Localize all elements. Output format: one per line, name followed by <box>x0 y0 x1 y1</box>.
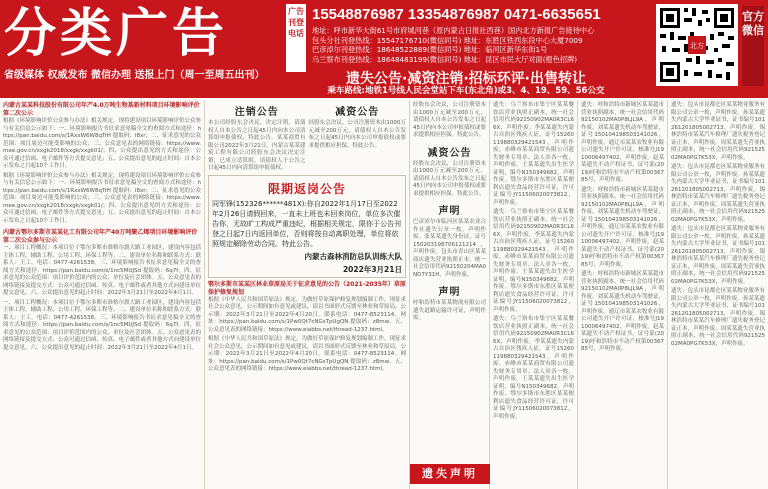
return-notice-date: 2022年3月21日 <box>342 264 402 274</box>
official-wechat-label: 官方微信 <box>742 6 764 86</box>
page-title: 分类广告 <box>4 3 229 64</box>
hotline-label: 广告刊登电话 <box>286 4 306 72</box>
notice-text: 根据《环境影响评价公众参与办法》相关规定，现将建设项目环境影响评价公众参与有关信息公示如下：一、环境影响报告书征求意见稿全文的查阅方式和途径：https://pan.baidu.com/s/1RxxW6W8qTrH 提取码：l8xr；二、征求意见的公众范围：项目周边可能受影响的公众；三、公众意见表的网络链接：https://www.mee.gov.cn/xxgk2018/xxgk/xxgk01/；四、公众提出意见的方式和途径：公众可通过信函、电子邮件等方式提交意见；五、公众提出意见的起止时间：自本公示发布之日起10个工作日。 <box>3 118 202 169</box>
return-notice-body: 同军锋(152326******481X):你自2022年1月17日至2022年2月26日请假回来，一直未上班也未回来岗位，单位多次催告你，无故旷工构成严重违纪，根据相关规定，限你于公告刊登之日起7日内返回单位，否则将按自动离职处理，单位将依照规定解除劳动合同。特此公告。 <box>212 199 401 248</box>
ad-body <box>0 100 768 489</box>
notice-text: 遗失：乌兰察布市集宁区某某餐饮店营业执照正副本，统一社会信用代码92150902MA0R3CL66X，声明作废。李某某遗失内蒙古自治区残疾人证，证号15260119880329421543，声明作废。赤峰市某某商贸有限公司遗失财务专用章、法人章各一枚，声明作废。王某某遗失出生医学证明，编号N150349682，声明作废。鄂尔多斯市东胜区某某便利店遗失食品经营许可证，许可证编号JY11506020073812，声明作废。 <box>493 102 574 206</box>
qr-code-icon[interactable] <box>656 4 738 86</box>
notice-title: 减资公告 <box>427 147 472 159</box>
notice-text: 根据《中华人民共和国草原法》规定，为做好草原保护修复规划编制工作，现征求社会公众意见，公示期间如有意见或建议，请以书面形式反馈至林业和草原局。公示期：2022年3月21日至2022年4月20日。联系电话：0477-8523114。网址：https://pan.baidu.com/s/1Pw0Qt7cNGsTpUgQN 提取码：z8mw。五、公众意见表的网络链接：https://www.eiabbs.net/thread-1237.html。 <box>208 296 407 333</box>
column-5 <box>578 100 668 489</box>
notice-text: 呼和浩特市某某物流有限公司遗失道路运输许可证，声明作废。 <box>413 300 486 321</box>
notice-title: 减资公告 <box>335 107 380 118</box>
notice-text: 经股东会决议，公司注册资本由1000万元减至200万元，请债权人自本公告发布之日起45日内向本公司申报债权或要求提供相应担保。特此公告。 <box>308 120 406 149</box>
address-line: 巴彦淖尔刊登热线：18648522889(微信同号) 地址：临河区新华东街1号 <box>312 45 548 54</box>
notice-title: 注销公告 <box>234 107 279 118</box>
notice-heading: 内蒙古鄂尔多斯市某某化工有限公司年产40万吨聚乙烯项目环境影响评价第二次公众参与公示 <box>3 229 198 244</box>
return-notice-title: 限期返岗公告 <box>267 181 346 196</box>
notice-title: 声明 <box>438 206 461 217</box>
notice-text: 经股东会决议，公司注册资本由1000万元减至200万元，请债权人自本公告发布之日起45日内向本公司申报债权或要求提供相应担保。特此公告。 <box>413 160 486 197</box>
notice-text: 遗失：包头市昆都仑区某某物业服务有限公司公章一枚，声明作废。孙某某遗失内蒙古大学毕业证书，证书编号101261201805002713，声明作废。锡林浩特市某某汽车修理厂遗失税务登记证正本，声明作废。周某某遗失营业执照正副本，统一社会信用代码92152502MA0PG7K53X，声明作废。 <box>671 102 765 161</box>
notice-text: 遗失：呼和浩特市新城区某某超市营业执照副本，统一社会信用代码92150102MA0P8LJL9A，声明作废。刘某某遗失机动车驾驶证，证号150104198503141026，声明作废。通辽市某某农牧业有限公司遗失开户许可证，核准号J1910006497402，声明作废。赵某某遗失不动产权证书，证号蒙(2019)呼和浩特市不动产权第0036785号，声明作废。 <box>581 271 664 352</box>
notice-text: 遗失：包头市昆都仑区某某物业服务有限公司公章一枚，声明作废。孙某某遗失内蒙古大学毕业证书，证书编号101261201805002713，声明作废。锡林浩特市某某汽车修理厂遗失税务登记证正本，声明作废。周某某遗失营业执照正副本，统一社会信用代码92152502MA0PG7K53X，声明作废。 <box>671 226 765 285</box>
address-line: 地址：呼市新华大街61号市府城河巷（原内蒙古日报社西巷）国内北方新报广告接待中心 <box>312 26 595 35</box>
notice-text: 遗失：包头市昆都仑区某某物业服务有限公司公章一枚，声明作废。孙某某遗失内蒙古大学毕业证书，证书编号101261201805002713，声明作废。锡林浩特市某某汽车修理厂遗失税务登记证正本，声明作废。周某某遗失营业执照正副本，统一社会信用代码92152502MA0PG7K53X，声明作废。 <box>671 288 765 347</box>
notice-heading: 内蒙古某某科技股份有限公司年产4.0万吨生物基新材料项目环境影响评价第二次公示 <box>3 102 200 117</box>
notice-text: 一、项目工程概况：本项目位于鄂尔多斯市准格尔旗大路工业园区，建设内容包括主体工程、辅助工程、公用工程、环保工程等。二、建设单位名称和联系方式：联系人：王工，电话：0477-4261538。三、环境影响报告书征求意见稿全文的查阅方式和途径：https://pan.baidu.com/s/1nc5MUJSd 提取码：6q7f。四、征求意见的公众范围：项目评价范围内的公众、单位及社会团体。五、公众意见表的网络链接及提交方式：公众可通过信函、传真、电子邮件或者其他方式向建设单位提交意见。六、公众提出意见的起止时间：2022年3月21日至2022年4月1日。 <box>3 299 202 351</box>
ad-header <box>0 0 768 98</box>
category-banner: 遗失公告·减资注销·招标环评·出售转让 <box>346 71 586 87</box>
slogan: 省级媒体 权威发布 微信办理 送报上门（周一至周五出刊） <box>4 70 265 81</box>
svg-text:北方: 北方 <box>690 42 704 50</box>
notice-title: 声明 <box>438 287 461 298</box>
column-2 <box>205 100 410 489</box>
column-6 <box>668 100 768 489</box>
bus-route: 乘车路线:地铁1号线人民会堂站下车(东北角)或3、4、19、59、56公交 <box>327 86 605 96</box>
address-line: 乌兰察布刊登热线：18648483199(微信同号) 地址：昆区市民大厅对面(橙色招牌) <box>312 54 578 64</box>
notice-text: 遗失：呼和浩特市新城区某某超市营业执照副本，统一社会信用代码92150102MA0P8LJL9A，声明作废。刘某某遗失机动车驾驶证，证号150104198503141026，声明作废。通辽市某某农牧业有限公司遗失开户许可证，核准号J1910006497402，声明作废。赵某某遗失不动产权证书，证号蒙(2019)呼和浩特市不动产权第0036785号，声明作废。 <box>581 186 664 268</box>
lost-statement-band: 遗失声明 <box>410 464 490 484</box>
column-3 <box>410 100 490 489</box>
notice-text: 根据《环境影响评价公众参与办法》相关规定，现将建设项目环境影响评价公众参与有关信息公示如下：一、环境影响报告书征求意见稿全文的查阅方式和途径：https://pan.baidu.com/s/1RxxW6W8qTrH 提取码：l8xr；二、征求意见的公众范围：项目周边可能受影响的公众；三、公众意见表的网络链接：https://www.mee.gov.cn/xxgk2018/xxgk/xxgk01/；四、公众提出意见的方式和途径：公众可通过信函、电子邮件等方式提交意见；五、公众提出意见的起止时间：自本公示发布之日起10个工作日。 <box>3 172 202 224</box>
notice-text: 本公司经股东会决议，决定注销，请债权人自本公告之日起45日内向本公司清算组申报债权，特此公告。某某商贸有限公司2022年3月21日。内蒙古某某建筑工程有限公司经股东会决议决定注销，已成立清算组，请债权人于公告之日起45日内向清算组申报债权。 <box>208 120 306 171</box>
notice-box <box>309 102 407 173</box>
notice-text: 一、项目工程概况：本项目位于鄂尔多斯市准格尔旗大路工业园区，建设内容包括主体工程、辅助工程、公用工程、环保工程等。二、建设单位名称和联系方式：联系人：王工，电话：0477-4261538。三、环境影响报告书征求意见稿全文的查阅方式和途径：https://pan.baidu.com/s/1nc5MUJSd 提取码：6q7f。四、征求意见的公众范围：项目评价范围内的公众、单位及社会团体。五、公众意见表的网络链接及提交方式：公众可通过信函、传真、电子邮件或者其他方式向建设单位提交意见。六、公众提出意见的起止时间：2022年3月21日至2022年4月1日。 <box>3 245 202 296</box>
notice-text: 巴彦淖尔市临河区某某农业合作社遗失公章一枚，声明作废。张某某遗失身份证，证号150203198706121214，声明作废。包头市青山区某某商店遗失营业执照正本，统一社会信用代码92150204MA0ND7Y31H，声明作废。 <box>413 219 487 278</box>
column-4 <box>490 100 578 489</box>
notice-text: 遗失：呼和浩特市新城区某某超市营业执照副本，统一社会信用代码92150102MA0P8LJL9A，声明作废。刘某某遗失机动车驾驶证，证号150104198503141026，声明作废。通辽市某某农牧业有限公司遗失开户许可证，核准号J1910006497402，声明作废。赵某某遗失不动产权证书，证号蒙(2019)呼和浩特市不动产权第0036785号，声明作废。 <box>581 102 664 183</box>
return-notice-box <box>208 175 406 278</box>
phone-numbers: 15548876987 13354876987 0471-6635651 <box>312 6 601 23</box>
notice-text: 遗失：乌兰察布市集宁区某某餐饮店营业执照正副本，统一社会信用代码92150902MA0R3CL66X，声明作废。李某某遗失内蒙古自治区残疾人证，证号15260119880329421543，声明作废。赤峰市某某商贸有限公司遗失财务专用章、法人章各一枚，声明作废。王某某遗失出生医学证明，编号N150349682，声明作废。鄂尔多斯市东胜区某某便利店遗失食品经营许可证，许可证编号JY11506020073812，声明作废。 <box>493 316 574 420</box>
header-left <box>4 4 282 94</box>
column-1 <box>0 100 205 489</box>
notice-text: 遗失：包头市昆都仑区某某物业服务有限公司公章一枚，声明作废。孙某某遗失内蒙古大学毕业证书，证书编号101261201805002713，声明作废。锡林浩特市某某汽车修理厂遗失税务登记证正本，声明作废。周某某遗失营业执照正副本，统一社会信用代码92152502MA0PG7K53X，声明作废。 <box>671 164 765 223</box>
notice-text: 经股东会决议，公司注册资本由1000万元减至200万元，请债权人自本公告发布之日起45日内向本公司申报债权或要求提供相应担保。特此公告。 <box>413 102 486 138</box>
address-block <box>312 26 647 64</box>
notice-text: 遗失：乌兰察布市集宁区某某餐饮店营业执照正副本，统一社会信用代码92150902MA0R3CL66X，声明作废。李某某遗失内蒙古自治区残疾人证，证号15260119880329421543，声明作废。赤峰市某某商贸有限公司遗失财务专用章、法人章各一枚，声明作废。王某某遗失出生医学证明，编号N150349682，声明作废。鄂尔多斯市东胜区某某便利店遗失食品经营许可证，许可证编号JY11506020073812，声明作废。 <box>493 209 574 313</box>
return-notice-signature: 内蒙古森林消防总队训练大队 <box>304 251 402 261</box>
notice-box <box>208 102 306 173</box>
notice-text: 根据《中华人民共和国草原法》规定，为做好草原保护修复规划编制工作，现征求社会公众意见，公示期间如有意见或建议，请以书面形式反馈至林业和草原局。公示期：2022年3月21日至2022年4月20日。联系电话：0477-8523114。网址：https://pan.baidu.com/s/1Pw0Qt7cNGsTpUgQN 提取码：z8mw。五、公众意见表的网络链接：https://www.eiabbs.net/thread-1237.html。 <box>208 336 407 372</box>
notice-heading: 鄂尔多斯市某某区林业草原局关于征求意见的公告（2021-2035年）草原保护修复规划 <box>208 280 406 296</box>
address-line: 包头分社刊登热线：15547176710(微信同号) 地址：东胜区铁西东段中心大厦7009 <box>312 35 583 45</box>
